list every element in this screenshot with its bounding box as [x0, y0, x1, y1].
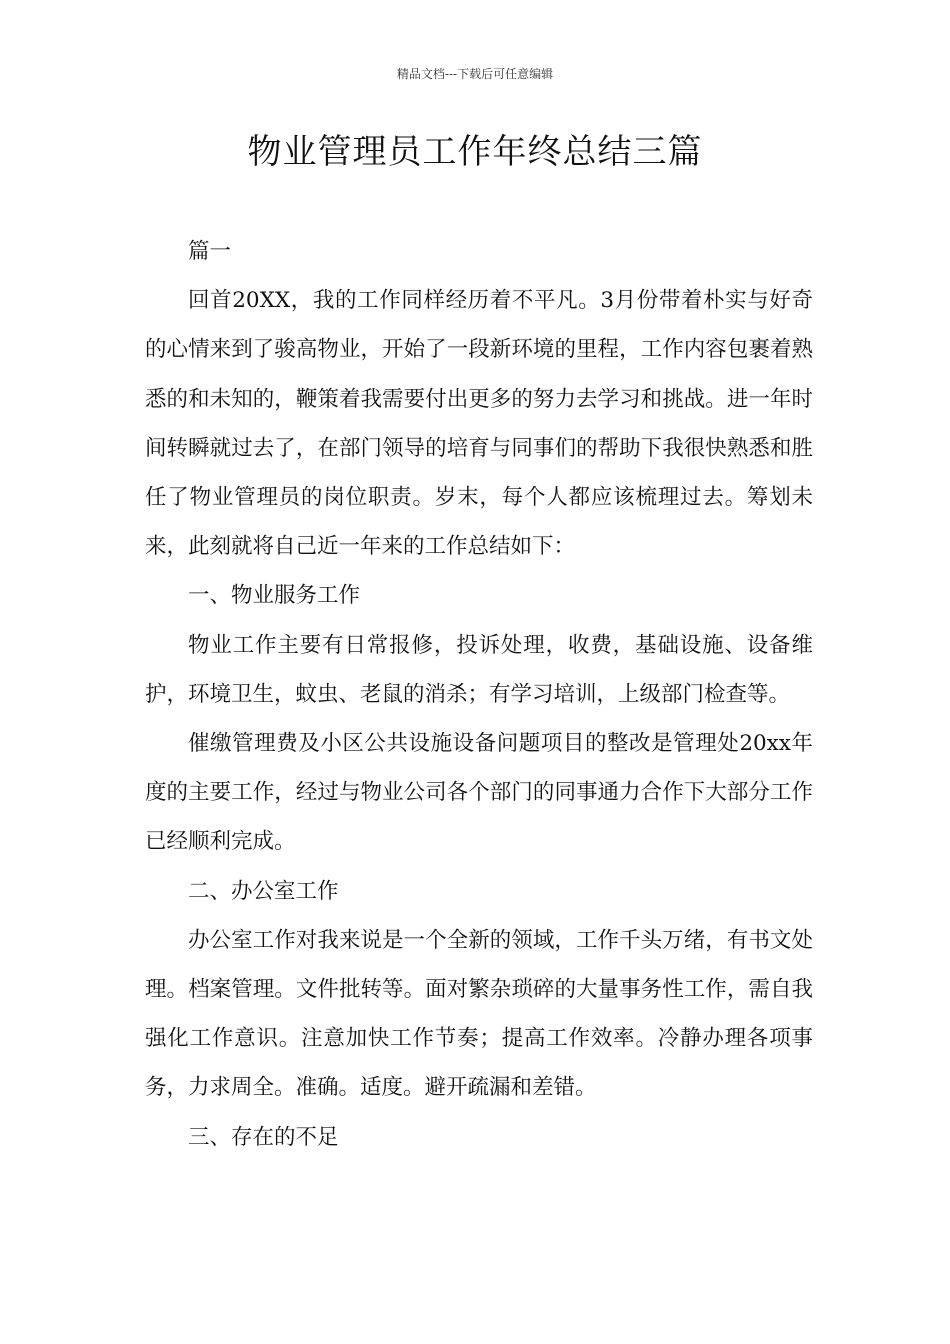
page-header: 精品文档---下载后可任意编辑	[396, 67, 554, 81]
body-paragraph: 物业工作主要有日常报修，投诉处理，收费，基础设施、设备维护，环境卫生，蚊虫、老鼠的消杀；有学习培训，上级部门检查等。	[145, 632, 813, 707]
body-paragraph: 催缴管理费及小区公共设施设备问题项目的整改是管理处20xx年度的主要工作，经过与物业公司各个部门的同事通力合作下大部分工作已经顺利完成。	[145, 731, 813, 855]
section-heading: 二、办公室工作	[188, 878, 339, 904]
section-label: 篇一	[188, 239, 232, 264]
document-title: 物业管理员工作年终总结三篇	[247, 132, 703, 172]
section-heading: 三、存在的不足	[188, 1124, 339, 1150]
body-paragraph: 办公室工作对我来说是一个全新的领域，工作千头万绪，有书文处理。档案管理。文件批转等。面对繁杂琐碎的大量事务性工作，需自我强化工作意识。注意加快工作节奏；提高工作效率。冷静办理各项事务，力求周全。准确。适度。避开疏漏和差错。	[145, 927, 813, 1101]
body-paragraph: 回首20XX，我的工作同样经历着不平凡。3月份带着朴实与好奇的心情来到了骏高物业，开始了一段新环境的里程，工作内容包裹着熟悉的和未知的，鞭策着我需要付出更多的努力去学习和挑战。进一年时间转瞬就过去了，在部门领导的培育与同事们的帮助下我很快熟悉和胜任了物业管理员的岗位职责。岁末，每个人都应该梳理过去。筹划未来，此刻就将自己近一年来的工作总结如下：	[145, 288, 813, 560]
section-heading: 一、物业服务工作	[188, 583, 361, 609]
document-body	[145, 227, 813, 1162]
